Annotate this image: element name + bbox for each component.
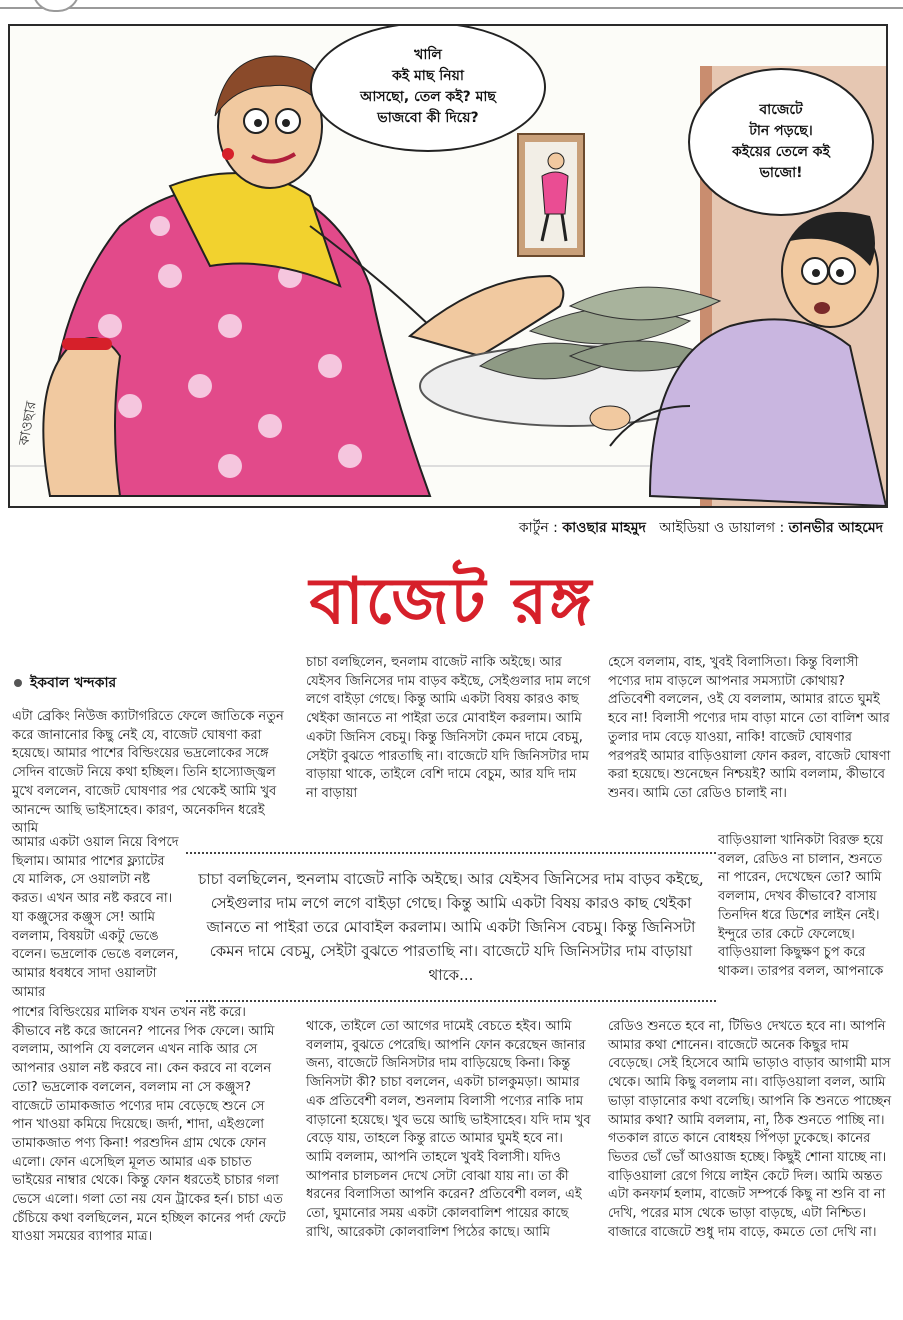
framed-picture-icon — [518, 134, 584, 256]
pull-quote-text: চাচা বলছিলেন, হুনলাম বাজেট নাকি অইছে। আর যেইসব জিনিসের দাম বাড়ব কইছে, সেইগুলার দাম লগে লগে বাইড়া গেছে। কিন্তু আমি একটা বিষয় কারও কাছ থেইকা জানতে না পাইরা তরে মোবাইল করলাম। আমি একটা জিনিস বেচমু। কিন্তু জিনিসটা কেমন দামে বেচমু, সেইটা বুঝতে পারতাছি না। বাজেটে যদি জিনিসটার দাম বাড়ায়া থাকে... — [198, 870, 704, 984]
credit-cartoon-label: কার্টুন : — [518, 520, 558, 536]
paragraph: থাকে, তাইলে তো আগের দামেই বেচতে হইব। আমি বললাম, বুঝতে পেরেছি। আপনি ফোন করেছেন জানার জন্য, বাজেটে জিনিসটার দাম বাড়িয়েছে কিনা। কিন্তু জিনিসটা কী? চাচা বললেন, একটা চালকুমড়া। আমার এক প্রতিবেশী বলল, শুনলাম বিলাসী পণ্যের নাকি দাম বাড়ানো হয়েছে। খুব ভয়ে আছি ভাইসাহেব। যদি দাম খুব বেড়ে যায়, তাহলে কিন্তু রাতে আমার ঘুমই হবে না। আমি বললাম, আপনি তাহলে খুবই বিলাসী। যদিও আপনার চালচলন দেখে সেটা বোঝা যায় না। তা কী ধরনের বিলাসিতা আপনি করেন? প্রতিবেশী বলল, এই তো, ঘুমানোর সময় একটা কোলবালিশ পায়ের কাছে রাখি, আরেকটা কোলবালিশ পিঠের কাছে। আমি — [306, 1019, 591, 1240]
credit-idea-name: তানভীর আহমেদ — [788, 520, 883, 536]
bullet-icon — [14, 679, 22, 687]
speech-bubble-woman — [310, 24, 546, 152]
cartoon-panel — [8, 24, 888, 508]
headline: বাজেট রঙ্গ — [309, 564, 594, 639]
paragraph: চাচা বলছিলেন, হুনলাম বাজেট নাকি অইছে। আর যেইসব জিনিসের দাম বাড়ব কইছে, সেইগুলার দাম লগে লগে বাইড়া গেছে। কিন্তু আমি একটা বিষয় কারও কাছ থেইকা জানতে না পাইরা তরে মোবাইল করলাম। আমি একটা জিনিস বেচমু। কিন্তু জিনিসটা কেমন দামে বেচমু, সেইটা বুঝতে পারতাছি না। বাজেটে যদি জিনিসটার দাম বাড়ায়া থাকে, তাইলে বেশি দামে বেচুম, আর যদি দাম না বাড়ায়া — [306, 655, 591, 801]
column-1-bottom — [12, 1004, 288, 1247]
column-3-middle — [718, 832, 894, 982]
speech-text-woman: খালি কই মাছ নিয়া আসছো, তেল কই? মাছ ভাজবো কী দিয়ে? — [360, 47, 496, 126]
column-2-bottom — [306, 1018, 592, 1242]
cartoon-credit — [519, 516, 883, 540]
author-name: ইকবাল খন্দকার — [30, 675, 117, 691]
column-1-top — [12, 708, 288, 839]
paragraph: এটা ব্রেকিং নিউজ ক্যাটাগরিতে ফেলে জাতিকে নতুন করে জানানোর কিছু নেই যে, বাজেট ঘোষণা করা হয়েছে। আমার পাশের বিল্ডিংয়ের ভদ্রলোকের সঙ্গে সেদিন বাজেট নিয়ে কথা হচ্ছিল। তিনি হাস্যোজ্জ্বল মুখে বললেন, বাজেট ঘোষণার পর থেকেই আমি খুব আনন্দে আছি ভাইসাহেব। কারণ, অনেকদিন ধরেই আমি — [12, 709, 284, 837]
column-2-top — [306, 654, 592, 804]
paragraph: আমার একটা ওয়াল নিয়ে বিপদে ছিলাম। আমার পাশের ফ্ল্যাটের যে মালিক, সে ওয়ালটা নষ্ট করত। এখন আর নষ্ট করবে না। যা কঞ্জুসের কঞ্জুস সে! আমি বললাম, বিষয়টা একটু ভেঙে বলেন। ভদ্রলোক ভেঙে বললেন, আমার ধবধবে সাদা ওয়ালটা আমার — [12, 835, 179, 1000]
top-rule-notch — [32, 0, 80, 12]
paragraph: হেসে বললাম, বাহ, খুবই বিলাসিতা। কিন্তু বিলাসী পণ্যের দাম বাড়লে আপনার সমস্যাটা কোথায়? প্রতিবেশী বললেন, ওই যে বললাম, আমার রাতে ঘুমই হবে না! বিলাসী পণ্যের দাম বাড়া মানে তো বালিশ আর তুলার দাম বেড়ে যাওয়া, নাকি! বাজেট ঘোষণার পরপরই আমার বাড়িওয়ালা ফোন করল, বাজেট ঘোষণা করা হয়েছে। শুনেছেন নিশ্চয়ই? আমি বললাম, কীভাবে শুনব। আমি তো রেডিও চালাই না। — [608, 655, 891, 801]
speech-text-man: বাজেটে টান পড়ছে। কইয়ের তেলে কই ভাজো! — [732, 102, 830, 181]
top-rule — [0, 7, 903, 9]
column-1-middle — [12, 834, 180, 1002]
credit-cartoon-name: কাওছার মাহমুদ — [562, 520, 646, 536]
column-3-top — [608, 654, 894, 804]
speech-bubble-man — [688, 68, 874, 216]
credit-idea-label: আইডিয়া ও ডায়ালগ : — [659, 520, 785, 536]
signature-text: কাওছার — [16, 400, 40, 447]
paragraph: বাড়িওয়ালা খানিকটা বিরক্ত হয়ে বলল, রেডিও না চালান, শুনতে না পারেন, দেখেছেন তো? আমি বললাম, দেখব কীভাবে? বাসায় তিনদিন ধরে ডিশের লাইন নেই। ইন্দুরে তার কেটে ফেলেছে। বাড়িওয়ালা কিছুক্ষণ চুপ করে থাকল। তারপর বলল, আপনাকে — [718, 833, 884, 979]
paragraph: পাশের বিল্ডিংয়ের মালিক যখন তখন নষ্ট করে। কীভাবে নষ্ট করে জানেন? পানের পিক ফেলে। আমি বললাম, আপনি যে বললেন এখন নাকি আর সে আপনার ওয়াল নষ্ট করবে না। কেন করবে না বলেন তো? ভদ্রলোক বললেন, বললাম না সে কঞ্জুস? বাজেটে তামাকজাত পণ্যের দাম বেড়েছে শুনে সে পান খাওয়া কমিয়ে দিয়েছে। জর্দা, শাদা, এইগুলো তামাকজাত পণ্য কিনা! পরশুদিন গ্রাম থেকে ফোন এলো। ফোন এসেছিল মূলত আমার এক চাচাত ভাইয়ের নাম্বার থেকে। কিন্তু ফোন ধরতেই চাচার গলা ভেসে এলো। গলা তো নয় যেন ট্রাকের হর্ন। চাচা এত চেঁচিয়ে কথা বলছিলেন, মনে হচ্ছিল কানের পর্দা ফেটে যাওয়া সময়ের ব্যাপার মাত্র। — [12, 1005, 286, 1245]
column-3-bottom — [608, 1018, 894, 1242]
paragraph: রেডিও শুনতে হবে না, টিভিও দেখতে হবে না। আপনি আমার কথা শোনেন। বাজেটে অনেক কিছুর দাম বেড়েছে। সেই হিসেবে আমি ভাড়াও বাড়াব আগামী মাস থেকে। আমি কিছু বললাম না। বাড়িওয়ালা বলল, আমি ভাড়া বাড়ানোর কথা বলেছি। আপনি কি শুনতে পাচ্ছেন আমার কথা? আমি বললাম, না, ঠিক শুনতে পাচ্ছি না। গতকাল রাতে কানে বোধহয় পিঁপড়া ঢুকেছে। কানের ভিতর ভোঁ ভোঁ আওয়াজ হচ্ছে। কিছুই শোনা যাচ্ছে না। বাড়িওয়ালা রেগে গিয়ে লাইন কেটে দিল। আমি অন্তত এটা কনফার্ম হলাম, বাজেট সম্পর্কে কিছু না শুনি বা না দেখি, পরের মাস থেকে ভাড়া বাড়ছে, এটা নিশ্চিত। বাজারে বাজেটে শুধু দাম বাড়ে, কমতে তো দেখি না। — [608, 1019, 892, 1240]
byline — [14, 671, 116, 695]
pull-quote — [186, 852, 716, 1002]
